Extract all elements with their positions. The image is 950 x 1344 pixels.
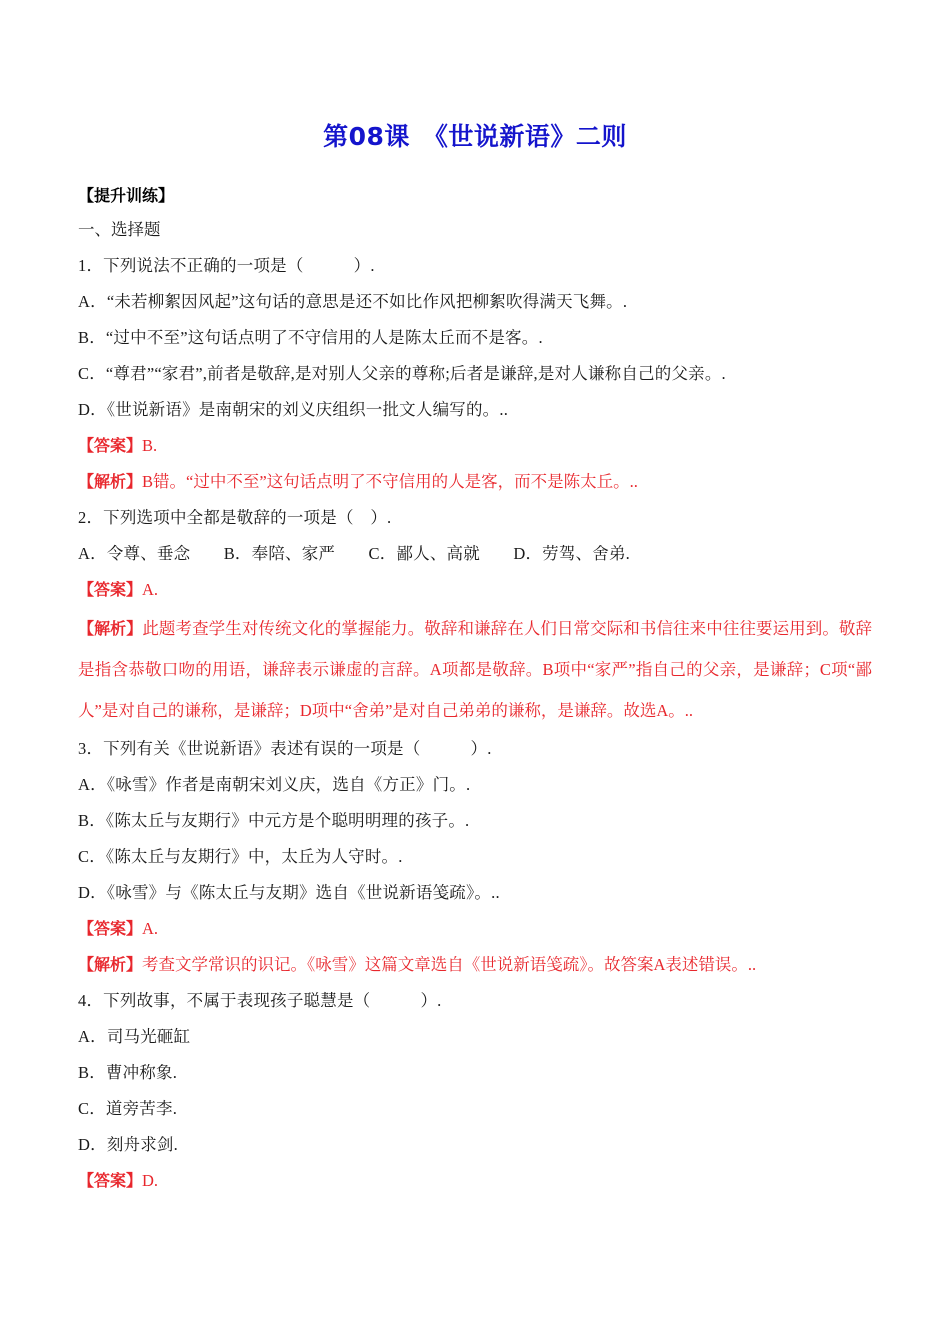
answer-line	[78, 572, 872, 608]
question-options-inline: A．令尊、垂念 B．奉陪、家严 C．鄙人、高就 D．劳驾、舍弟.	[78, 544, 630, 563]
answer-tag: 【答案】	[78, 580, 143, 599]
question-stem: 1．下列说法不正确的一项是（ ）.	[78, 256, 375, 275]
explanation-text: 考查文学常识的识记。《咏雪》这篇文章选自《世说新语笺疏》。故答案A表述错误。..	[142, 955, 757, 974]
question-option: B．“过中不至”这句话点明了不守信用的人是陈太丘而不是客。.	[78, 328, 543, 347]
question-option: B．《陈太丘与友期行》中元方是个聪明明理的孩子。.	[78, 811, 470, 830]
explanation-tag: 【解析】	[78, 619, 143, 638]
question-option: D．《世说新语》是南朝宋的刘义庆组织一批文人编写的。..	[78, 400, 509, 419]
question-option: D．刻舟求剑.	[78, 1135, 178, 1154]
question-block-2	[78, 500, 872, 731]
part-label: 一、选择题	[78, 220, 161, 239]
answer-tag: 【答案】	[78, 436, 143, 455]
question-option: A．《咏雪》作者是南朝宋刘义庆，选自《方正》门。.	[78, 775, 471, 794]
answer-value: A.	[142, 919, 159, 938]
page-title: 第08课 《世说新语》二则	[323, 122, 627, 151]
answer-line	[78, 911, 872, 947]
question-stem: 3．下列有关《世说新语》表述有误的一项是（ ）.	[78, 739, 492, 758]
question-option: A．司马光砸缸	[78, 1027, 191, 1046]
answer-value: A.	[142, 580, 159, 599]
question-stem: 4．下列故事，不属于表现孩子聪慧是（ ）.	[78, 991, 442, 1010]
explanation-line	[78, 947, 872, 983]
question-option: C．道旁苦李.	[78, 1099, 178, 1118]
answer-tag: 【答案】	[78, 919, 143, 938]
question-option: B．曹冲称象.	[78, 1063, 178, 1082]
answer-line	[78, 428, 872, 464]
section-heading: 【提升训练】	[78, 186, 175, 205]
explanation-line	[78, 464, 872, 500]
answer-value: B.	[142, 436, 158, 455]
question-option: C．《陈太丘与友期行》中，太丘为人守时。.	[78, 847, 403, 866]
explanation-line	[78, 608, 872, 731]
question-block-3	[78, 731, 872, 983]
question-block-4	[78, 983, 872, 1199]
explanation-tag: 【解析】	[78, 472, 143, 491]
question-option: A．“未若柳絮因风起”这句话的意思是还不如比作风把柳絮吹得满天飞舞。.	[78, 292, 628, 311]
answer-line	[78, 1163, 872, 1199]
answer-tag: 【答案】	[78, 1171, 143, 1190]
explanation-text: 此题考查学生对传统文化的掌握能力。敬辞和谦辞在人们日常交际和书信往来中往往要运用到。敬辞是指含恭敬口吻的用语，谦辞表示谦虚的言辞。A项都是敬辞。B项中“家严”指自己的父亲，是谦辞；C项“鄙人”是对自己的谦称，是谦辞；D项中“舍弟”是对自己弟弟的谦称，是谦辞。故选A。..	[78, 619, 872, 720]
answer-value: D.	[142, 1171, 159, 1190]
question-block-1	[78, 248, 872, 500]
explanation-text: B错。“过中不至”这句话点明了不守信用的人是客，而不是陈太丘。..	[142, 472, 638, 491]
question-option: D．《咏雪》与《陈太丘与友期》选自《世说新语笺疏》。..	[78, 883, 500, 902]
question-stem: 2．下列选项中全都是敬辞的一项是（ ）.	[78, 508, 392, 527]
question-option: C．“尊君”“家君”,前者是敬辞,是对别人父亲的尊称;后者是谦辞,是对人谦称自己的父亲。.	[78, 364, 726, 383]
explanation-tag: 【解析】	[78, 955, 143, 974]
